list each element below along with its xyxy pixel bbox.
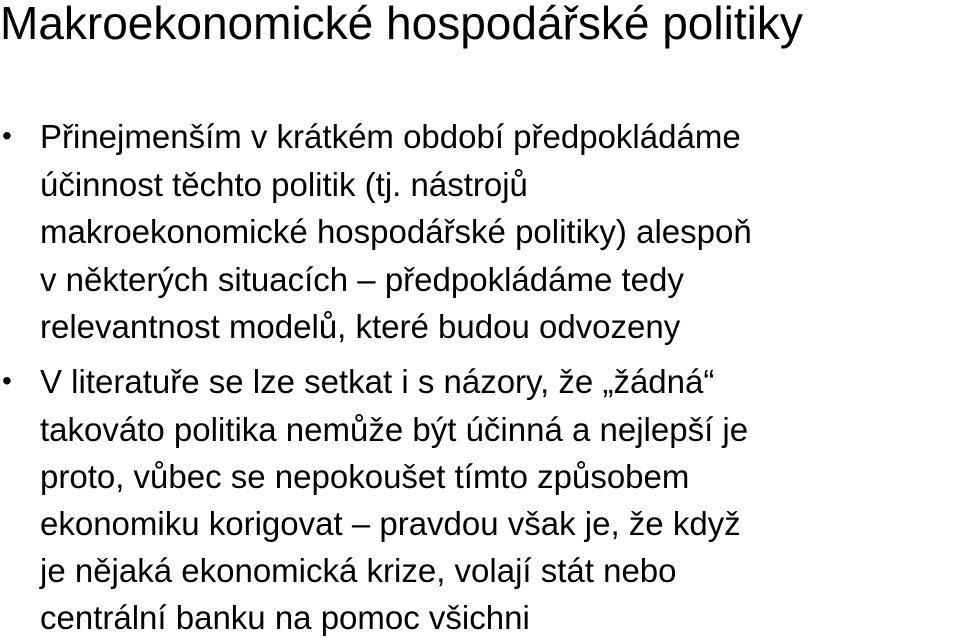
bullet-marker: • [2, 365, 12, 396]
bullet-text-line: proto, vůbec se nepokoušet tímto způsobem [40, 458, 690, 495]
bullet-text-line: V literatuře se lze setkat i s názory, že „žádná“ [40, 363, 715, 400]
bullet-text-line: ekonomiku korigovat – pravdou však je, že když [40, 505, 741, 542]
bullet-text-line: v některých situacích – předpokládáme tedy [40, 261, 684, 298]
bullet-marker: • [2, 120, 12, 151]
bullet-text-line: relevantnost modelů, které budou odvozeny [40, 308, 681, 345]
bullet-text-line: makroekonomické hospodářské politiky) alespoň [40, 213, 752, 250]
bullet-text-line: takováto politika nemůže být účinná a nejlepší je [40, 411, 749, 448]
bullet-text-line: centrální banku na pomoc všichni [40, 599, 530, 636]
bullet-text-line: je nějaká ekonomická krize, volají stát nebo [40, 552, 677, 589]
slide-title: Makroekonomické hospodářské politiky [0, 0, 803, 49]
bullet-text-line: účinnost těchto politik (tj. nástrojů [40, 166, 528, 203]
bullet-text-line: Přinejmenším v krátkém období předpokládáme [40, 118, 741, 155]
